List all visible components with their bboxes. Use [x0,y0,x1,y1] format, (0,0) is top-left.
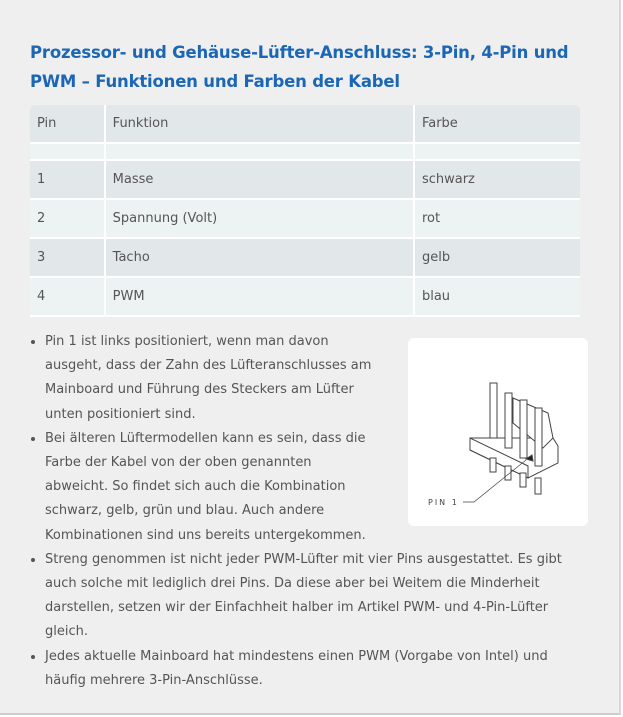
pin-cell: 1 [30,160,105,199]
function-cell: Spannung (Volt) [105,199,414,238]
pin-table [30,105,580,317]
color-cell: gelb [414,238,580,277]
function-cell: Masse [105,160,414,199]
list-item: • Bei älteren Lüftermodellen kann es sein, dass die Farbe der Kabel von der oben genannten abweicht. So findet sich auch die Kombination schwarz, gelb, grün und blau. Auch andere Kombinationen sind uns bereits untergekommen. [45,427,587,548]
bullet-content [27,330,587,693]
list-item: • Jedes aktuelle Mainboard hat mindestens einen PWM (Vorgabe von Intel) und häufig mehrere 3-Pin-Anschlüsse. [45,645,587,693]
color-cell: schwarz [414,160,580,199]
table-row [30,277,580,316]
color-cell: rot [414,199,580,238]
header-funktion: Funktion [105,105,414,143]
table-row [30,160,580,199]
function-cell: Tacho [105,238,414,277]
pin-cell: 3 [30,238,105,277]
function-cell: PWM [105,277,414,316]
table-row [30,199,580,238]
section-title: Prozessor- und Gehäuse-Lüfter-Anschluss: 3-Pin, 4-Pin und PWM – Funktionen und Farben der Kabel [30,43,569,91]
pin-cell: 2 [30,199,105,238]
header-pin: Pin [30,105,105,143]
connector-diagram [408,338,588,526]
empty-cell [414,143,580,160]
list-item: • Streng genommen ist nicht jeder PWM-Lüfter mit vier Pins ausgestattet. Es gibt auch solche mit lediglich drei Pins. Da diese aber bei Weitem die Minderheit darstellen, setzen wir der Einfachheit halber im Artikel PWM- und 4-Pin-Lüfter gleich. [45,548,587,645]
header-farbe: Farbe [414,105,580,143]
color-cell: blau [414,277,580,316]
pin1-label: PIN 1 [428,498,459,507]
empty-cell [30,143,105,160]
table-header-row [30,105,580,143]
empty-cell [105,143,414,160]
list-item: • Pin 1 ist links positioniert, wenn man davon ausgeht, dass der Zahn des Lüfteranschlusses am Mainboard und Führung des Steckers am Lüfter unten positioniert sind. [45,330,577,427]
fan-connector-icon [408,338,588,526]
pin-cell: 4 [30,277,105,316]
table-row [30,238,580,277]
empty-row [30,143,580,160]
